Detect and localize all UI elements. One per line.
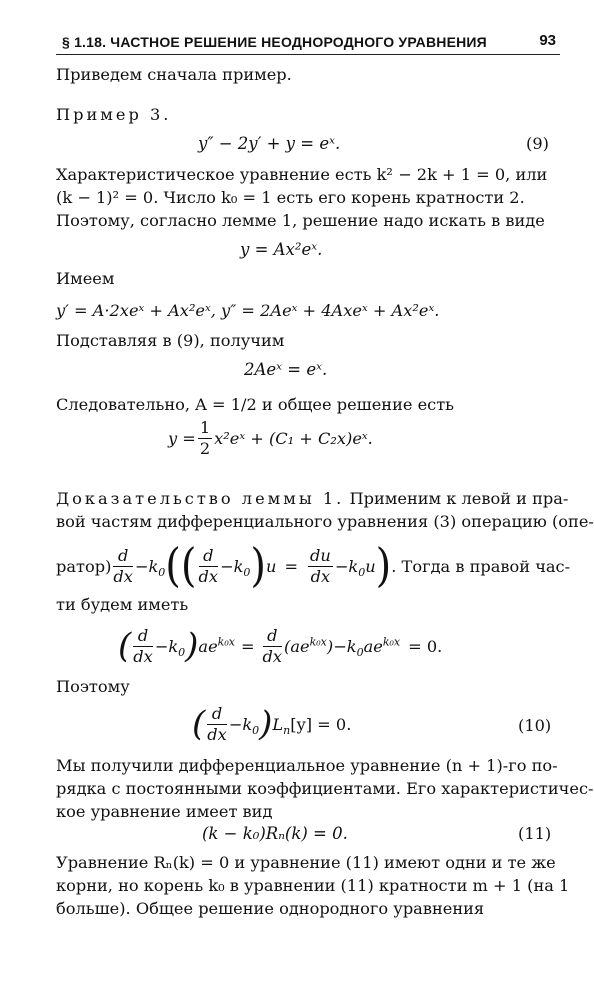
- frac-d-dx-2: $\frac{d}{dx}$: [198, 545, 219, 586]
- right-paren: ): [250, 539, 267, 593]
- text-line-10-rest: Применим к левой и пра-: [349, 489, 569, 508]
- text-line-11: вой частям дифференциального уравнения (3) операцию (опе-: [56, 512, 594, 531]
- text-line-5: Поэтому, согласно лемме 1, решение надо искать в виде: [56, 211, 545, 230]
- text-line-14: Поэтому: [56, 677, 130, 696]
- fraction-numerator: 1: [199, 418, 211, 437]
- general-solution-lhs: y =: [168, 429, 196, 448]
- frac-num: d: [113, 546, 133, 567]
- equation-9-number: (9): [526, 134, 549, 153]
- derivatives-line: y′ = A·2xeˣ + Ax²eˣ, y″ = 2Aeˣ + 4Axeˣ + Ax²eˣ.: [56, 301, 440, 320]
- operator-prefix: ратор): [56, 556, 112, 576]
- general-solution: [168, 418, 373, 459]
- equation-10: ( $\frac{d}{dx}$ − $k_0$ ) $L_n$ [y] = 0.: [192, 703, 352, 744]
- text-line-1: Приведем сначала пример.: [56, 65, 292, 84]
- equation-10-number: (10): [518, 716, 552, 735]
- general-solution-rhs: x²eˣ + (C₁ + C₂x)eˣ.: [214, 429, 373, 448]
- fraction-one-half: [198, 418, 212, 459]
- equation-9: y″ − 2y′ + y = eˣ.: [198, 134, 341, 153]
- operator-on-exponential: ( $\frac{d}{dx}$ − $k_0$ ) $ae^{k_0x}$ = $\frac{d}{dx}$ $(ae^{k_0x})$ − $k_0ae^{k_0x}$ = 0.: [118, 625, 443, 666]
- k-zero: $k_0$: [148, 556, 166, 579]
- operator-suffix: . Тогда в правой час-: [391, 556, 571, 576]
- text-line-20: больше). Общее решение однородного уравнения: [56, 899, 485, 918]
- equation-11-number: (11): [518, 824, 552, 843]
- left-paren: ((: [165, 539, 197, 593]
- text-line-9: Следовательно, A = 1/2 и общее решение есть: [56, 395, 454, 414]
- text-line-19: корни, но корень k₀ в уравнении (11) кратности m + 1 (на 1: [56, 876, 570, 895]
- text-line-16: рядка с постоянными коэффициентами. Его характеристичес-: [56, 779, 594, 798]
- text-line-8: Подставляя в (9), получим: [56, 331, 285, 350]
- frac-d-dx: [113, 546, 133, 587]
- example-heading: Пример 3.: [56, 105, 172, 124]
- proof-heading: Доказательство леммы 1.: [56, 489, 345, 508]
- text-line-18: Уравнение Rₙ(k) = 0 и уравнение (11) имеют одни и те же: [56, 853, 556, 872]
- text-line-3: Характеристическое уравнение есть k² − 2k + 1 = 0, или: [56, 165, 548, 184]
- text-line-10: [56, 488, 568, 509]
- frac-du-dx: $\frac{du}{dx}$: [310, 545, 331, 586]
- frac-den: dx: [113, 566, 133, 586]
- text-line-13: ти будем иметь: [56, 595, 189, 614]
- text-line-17: кое уравнение имеет вид: [56, 802, 273, 821]
- equation-11: (k − k₀)Rₙ(k) = 0.: [202, 824, 348, 843]
- equation-trial-solution: y = Ax²eˣ.: [240, 240, 323, 259]
- running-header: [56, 32, 560, 55]
- text-line-6: Имеем: [56, 269, 115, 288]
- header-title: § 1.18. ЧАСТНОЕ РЕШЕНИЕ НЕОДНОРОДНОГО УРАВНЕНИЯ: [62, 34, 487, 50]
- fraction-denominator: 2: [199, 439, 211, 458]
- page-number: 93: [539, 32, 556, 49]
- equation-2a: 2Aeˣ = eˣ.: [244, 360, 328, 379]
- minus-sign: −: [134, 556, 149, 576]
- operator-line: ратор) $\frac{d}{dx}$ − $k_0$ (( $\frac{d}{dx}$ − $k_0$ ) u = $\frac{du}{dx}$ − $k_0u$ ) . Тогда в правой час-: [56, 539, 571, 593]
- text-line-4: (k − 1)² = 0. Число k₀ = 1 есть его корень кратности 2.: [56, 188, 525, 207]
- text-line-15: Мы получили дифференциальное уравнение (n + 1)-го по-: [56, 756, 558, 775]
